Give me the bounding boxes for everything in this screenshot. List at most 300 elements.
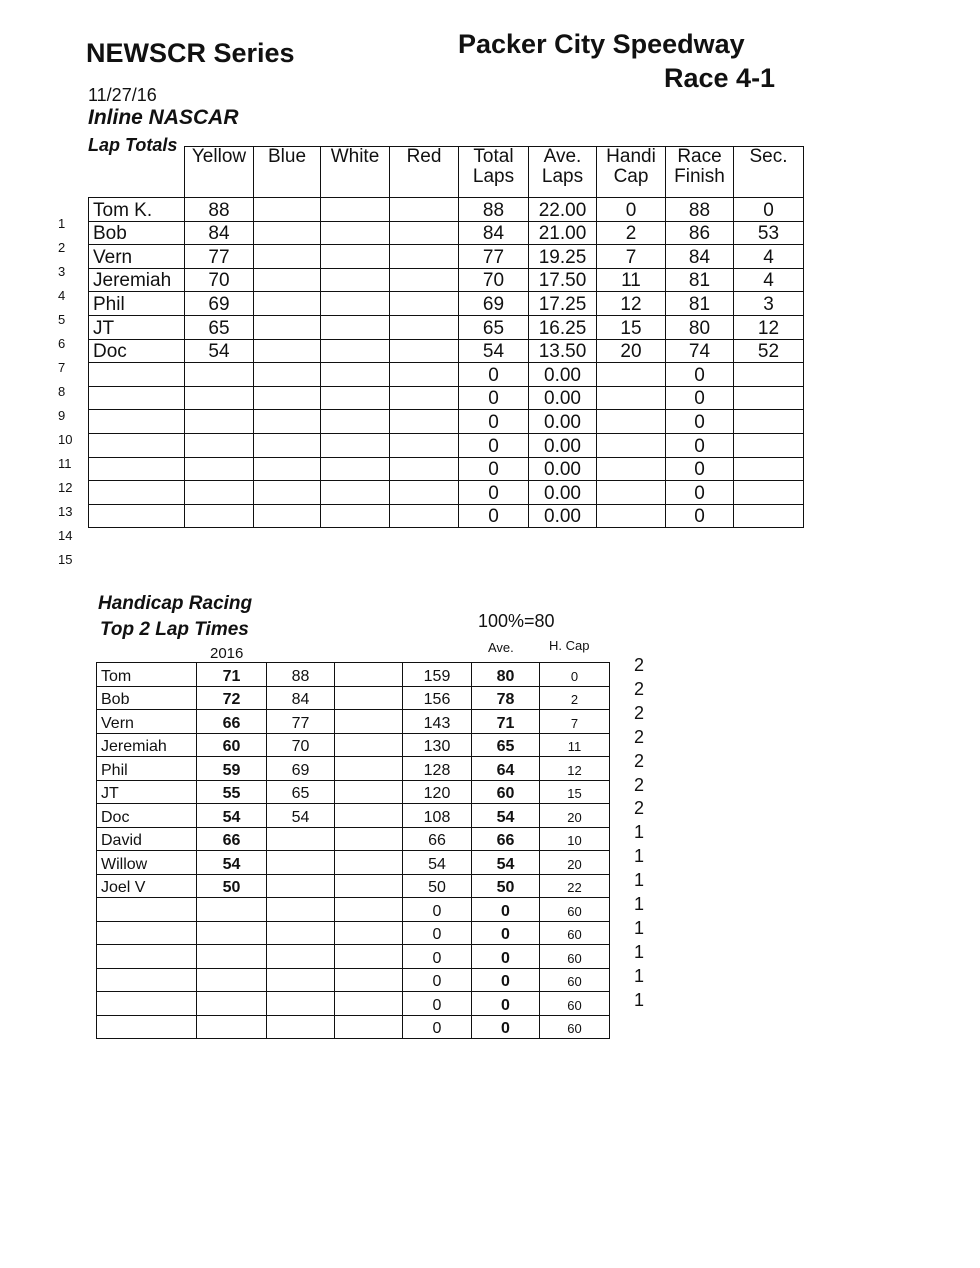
cell-total: 0 <box>459 410 529 434</box>
cell-ave: 21.00 <box>529 221 597 245</box>
cell-finish: 86 <box>666 221 734 245</box>
column-header <box>459 147 529 198</box>
cell-empty <box>390 339 459 363</box>
cell-handicap: 15 <box>597 315 666 339</box>
cell-hcap: 10 <box>540 827 610 851</box>
cell-empty <box>390 245 459 269</box>
column-header-line2: Cap <box>613 166 649 187</box>
cell-y2016 <box>197 1015 267 1039</box>
cell-handicap <box>597 433 666 457</box>
cell-yellow: 54 <box>185 339 254 363</box>
cell-handicap <box>597 504 666 528</box>
column-header <box>321 147 390 198</box>
cell-empty <box>335 757 403 781</box>
cell-y2016 <box>197 921 267 945</box>
cell-sec <box>734 457 804 481</box>
cell-lap2 <box>267 851 335 875</box>
cell-handicap: 12 <box>597 292 666 316</box>
cell-y2016: 66 <box>197 710 267 734</box>
cell-empty <box>335 898 403 922</box>
lap-totals-table <box>88 146 804 528</box>
table-row <box>97 874 610 898</box>
cell-name <box>89 481 185 505</box>
cell-sec: 53 <box>734 221 804 245</box>
cell-empty <box>335 827 403 851</box>
column-header-line1: Ave. <box>543 146 582 167</box>
cell-y2016: 55 <box>197 780 267 804</box>
cell-lap2 <box>267 827 335 851</box>
cell-ave: 16.25 <box>529 315 597 339</box>
cell-empty <box>254 268 321 292</box>
lap-totals-label: Lap Totals <box>88 135 178 155</box>
cell-y2016 <box>197 898 267 922</box>
cell-ave: 78 <box>472 686 540 710</box>
lap-count: 2 <box>634 750 645 771</box>
cell-hcap: 15 <box>540 780 610 804</box>
cell-yellow <box>185 504 254 528</box>
cell-name: Jeremiah <box>89 268 185 292</box>
cell-ave: 0 <box>472 945 540 969</box>
cell-empty <box>335 851 403 875</box>
year-label: 2016 <box>210 645 244 662</box>
column-header-line2: Laps <box>541 166 584 187</box>
cell-ave: 71 <box>472 710 540 734</box>
cell-lap2 <box>267 874 335 898</box>
cell-total: 0 <box>459 481 529 505</box>
table-row <box>89 198 804 222</box>
cell-name <box>89 363 185 387</box>
cell-sec <box>734 504 804 528</box>
cell-ave: 54 <box>472 804 540 828</box>
row-number: 1 <box>58 216 66 231</box>
cell-ave: 0 <box>472 898 540 922</box>
cell-hcap: 60 <box>540 992 610 1016</box>
hcap-label: H. Cap <box>549 638 590 653</box>
row-number: 7 <box>58 360 66 375</box>
cell-hcap: 60 <box>540 921 610 945</box>
cell-empty <box>335 874 403 898</box>
cell-empty <box>321 245 390 269</box>
cell-hcap: 60 <box>540 945 610 969</box>
cell-empty <box>390 433 459 457</box>
table-row <box>97 945 610 969</box>
cell-ave: 54 <box>472 851 540 875</box>
cell-empty <box>254 363 321 387</box>
lap-count: 2 <box>634 655 645 675</box>
row-number: 9 <box>58 408 66 423</box>
cell-lap2 <box>267 968 335 992</box>
column-header-line1: Yellow <box>191 146 247 167</box>
cell-name: Bob <box>97 686 197 710</box>
cell-empty <box>390 481 459 505</box>
cell-ave: 0 <box>472 1015 540 1039</box>
cell-empty <box>254 339 321 363</box>
row-number: 8 <box>58 384 66 399</box>
column-header-line1: Handi <box>606 146 656 167</box>
cell-yellow <box>185 481 254 505</box>
cell-total: 0 <box>403 921 472 945</box>
cell-total: 0 <box>403 1015 472 1039</box>
lap-totals-header-row <box>89 147 804 198</box>
cell-y2016: 54 <box>197 851 267 875</box>
cell-total: 0 <box>459 433 529 457</box>
cell-empty <box>321 433 390 457</box>
row-number: 5 <box>58 312 66 327</box>
cell-name: Doc <box>97 804 197 828</box>
cell-y2016: 71 <box>197 663 267 687</box>
cell-empty <box>335 733 403 757</box>
cell-finish: 0 <box>666 504 734 528</box>
cell-name: Willow <box>97 851 197 875</box>
cell-name: Tom K. <box>89 198 185 222</box>
cell-total: 77 <box>459 245 529 269</box>
cell-total: 70 <box>459 268 529 292</box>
cell-name <box>89 504 185 528</box>
cell-total: 0 <box>459 457 529 481</box>
cell-hcap: 60 <box>540 1015 610 1039</box>
cell-name <box>97 968 197 992</box>
lap-count: 1 <box>634 894 645 914</box>
cell-empty <box>321 221 390 245</box>
cell-finish: 0 <box>666 457 734 481</box>
cell-y2016: 50 <box>197 874 267 898</box>
column-header-line1: Blue <box>267 146 307 167</box>
cell-total: 0 <box>403 968 472 992</box>
cell-total: 128 <box>403 757 472 781</box>
cell-name: Joel V <box>97 874 197 898</box>
column-header-line2 <box>394 167 454 187</box>
cell-name <box>89 457 185 481</box>
cell-total: 143 <box>403 710 472 734</box>
cell-lap2 <box>267 1015 335 1039</box>
series-title: NEWSCR Series <box>86 38 295 68</box>
cell-ave: 0.00 <box>529 457 597 481</box>
cell-hcap: 20 <box>540 804 610 828</box>
cell-total: 120 <box>403 780 472 804</box>
cell-lap2 <box>267 898 335 922</box>
cell-name: Vern <box>97 710 197 734</box>
cell-yellow: 77 <box>185 245 254 269</box>
cell-total: 0 <box>459 504 529 528</box>
table-row <box>97 663 610 687</box>
column-header-line1: Total <box>473 146 514 167</box>
cell-lap2: 77 <box>267 710 335 734</box>
cell-empty <box>390 292 459 316</box>
cell-empty <box>254 386 321 410</box>
cell-total: 130 <box>403 733 472 757</box>
cell-empty <box>390 268 459 292</box>
lap-count: 1 <box>634 965 645 986</box>
cell-total: 156 <box>403 686 472 710</box>
cell-total: 0 <box>403 992 472 1016</box>
cell-total: 54 <box>403 851 472 875</box>
cell-empty <box>254 481 321 505</box>
cell-yellow: 69 <box>185 292 254 316</box>
cell-empty <box>254 292 321 316</box>
cell-ave: 0.00 <box>529 386 597 410</box>
table-row <box>89 221 804 245</box>
cell-sec: 52 <box>734 339 804 363</box>
track-name: Packer City Speedway <box>458 29 745 59</box>
cell-total: 65 <box>459 315 529 339</box>
cell-handicap <box>597 386 666 410</box>
cell-lap2: 69 <box>267 757 335 781</box>
cell-empty <box>321 504 390 528</box>
table-row <box>89 363 804 387</box>
column-header-line2: Finish <box>674 166 725 187</box>
column-header <box>529 147 597 198</box>
cell-finish: 0 <box>666 410 734 434</box>
cell-handicap <box>597 363 666 387</box>
cell-empty <box>335 921 403 945</box>
table-row <box>89 315 804 339</box>
cell-finish: 80 <box>666 315 734 339</box>
table-row <box>89 504 804 528</box>
cell-hcap: 11 <box>540 733 610 757</box>
table-row <box>89 292 804 316</box>
column-header <box>734 147 804 198</box>
column-header <box>185 147 254 198</box>
cell-yellow <box>185 410 254 434</box>
cell-name <box>97 898 197 922</box>
cell-empty <box>390 198 459 222</box>
cell-empty <box>335 710 403 734</box>
cell-total: 0 <box>459 363 529 387</box>
table-row <box>97 827 610 851</box>
lap-count: 1 <box>634 917 645 938</box>
cell-sec <box>734 363 804 387</box>
cell-handicap <box>597 410 666 434</box>
cell-empty <box>254 198 321 222</box>
cell-name <box>97 945 197 969</box>
row-number: 3 <box>58 264 66 279</box>
column-header-line2 <box>258 167 316 187</box>
cell-empty <box>254 433 321 457</box>
cell-yellow: 88 <box>185 198 254 222</box>
lap-count: 2 <box>634 678 645 699</box>
cell-ave: 0.00 <box>529 481 597 505</box>
table-row <box>97 733 610 757</box>
cell-sec: 3 <box>734 292 804 316</box>
table-row <box>97 757 610 781</box>
cell-total: 66 <box>403 827 472 851</box>
table-row <box>97 710 610 734</box>
cell-hcap: 60 <box>540 968 610 992</box>
cell-ave: 50 <box>472 874 540 898</box>
cell-handicap: 7 <box>597 245 666 269</box>
row-number: 10 <box>58 432 73 447</box>
header-blank <box>89 147 185 198</box>
cell-name: Bob <box>89 221 185 245</box>
cell-empty <box>335 945 403 969</box>
cell-hcap: 0 <box>540 663 610 687</box>
cell-empty <box>254 457 321 481</box>
table-row <box>89 245 804 269</box>
cell-sec <box>734 433 804 457</box>
cell-ave: 0.00 <box>529 363 597 387</box>
cell-total: 0 <box>403 898 472 922</box>
cell-hcap: 7 <box>540 710 610 734</box>
cell-finish: 84 <box>666 245 734 269</box>
cell-ave: 0 <box>472 968 540 992</box>
cell-name <box>97 1015 197 1039</box>
cell-y2016 <box>197 945 267 969</box>
cell-name: Tom <box>97 663 197 687</box>
table-row <box>97 804 610 828</box>
cell-ave: 65 <box>472 733 540 757</box>
table-row <box>97 851 610 875</box>
cell-name: David <box>97 827 197 851</box>
race-date: 11/27/16 <box>88 85 157 105</box>
cell-ave: 22.00 <box>529 198 597 222</box>
column-header-line2 <box>738 167 799 187</box>
class-name: Inline NASCAR <box>88 106 239 129</box>
lap-count: 2 <box>634 726 645 747</box>
cell-empty <box>254 504 321 528</box>
cell-yellow <box>185 386 254 410</box>
cell-sec <box>734 481 804 505</box>
cell-y2016 <box>197 992 267 1016</box>
cell-ave: 0.00 <box>529 433 597 457</box>
cell-y2016: 54 <box>197 804 267 828</box>
cell-sec: 4 <box>734 268 804 292</box>
cell-lap2: 70 <box>267 733 335 757</box>
cell-name <box>89 410 185 434</box>
column-header <box>390 147 459 198</box>
cell-finish: 0 <box>666 386 734 410</box>
cell-lap2 <box>267 945 335 969</box>
cell-empty <box>254 410 321 434</box>
race-number: Race 4-1 <box>664 63 776 93</box>
cell-hcap: 12 <box>540 757 610 781</box>
cell-ave: 60 <box>472 780 540 804</box>
cell-total: 69 <box>459 292 529 316</box>
lap-count: 1 <box>634 846 645 867</box>
cell-hcap: 2 <box>540 686 610 710</box>
cell-empty <box>390 457 459 481</box>
cell-empty <box>390 315 459 339</box>
lap-count: 2 <box>634 798 645 819</box>
cell-total: 88 <box>459 198 529 222</box>
row-number: 14 <box>58 528 73 543</box>
column-header-line1: Red <box>406 146 442 167</box>
column-header-line1: White <box>330 146 380 167</box>
cell-name: Jeremiah <box>97 733 197 757</box>
table-row <box>89 386 804 410</box>
cell-yellow <box>185 433 254 457</box>
lap-count: 1 <box>634 941 645 962</box>
column-header-line2 <box>325 167 385 187</box>
column-header-line2 <box>189 167 249 187</box>
cell-empty <box>254 315 321 339</box>
cell-sec: 12 <box>734 315 804 339</box>
cell-empty <box>321 457 390 481</box>
column-header-line2: Laps <box>472 166 515 187</box>
cell-name <box>97 992 197 1016</box>
lap-count: 1 <box>634 870 645 891</box>
cell-empty <box>321 339 390 363</box>
cell-empty <box>335 686 403 710</box>
cell-finish: 0 <box>666 433 734 457</box>
row-number: 12 <box>58 480 73 495</box>
cell-yellow <box>185 457 254 481</box>
cell-empty <box>390 386 459 410</box>
cell-finish: 88 <box>666 198 734 222</box>
cell-empty <box>335 968 403 992</box>
cell-handicap: 0 <box>597 198 666 222</box>
cell-name <box>89 433 185 457</box>
cell-finish: 74 <box>666 339 734 363</box>
cell-name: Phil <box>89 292 185 316</box>
cell-empty <box>321 292 390 316</box>
cell-empty <box>321 410 390 434</box>
cell-name: Vern <box>89 245 185 269</box>
cell-name: JT <box>89 315 185 339</box>
row-number: 2 <box>58 240 66 255</box>
cell-empty <box>335 992 403 1016</box>
cell-yellow: 70 <box>185 268 254 292</box>
ave-label: Ave. <box>488 640 514 655</box>
cell-y2016: 66 <box>197 827 267 851</box>
cell-empty <box>390 504 459 528</box>
cell-yellow: 84 <box>185 221 254 245</box>
cell-y2016: 72 <box>197 686 267 710</box>
cell-lap2: 84 <box>267 686 335 710</box>
cell-empty <box>321 315 390 339</box>
percent-label: 100%=80 <box>478 611 555 631</box>
cell-y2016 <box>197 968 267 992</box>
cell-total: 108 <box>403 804 472 828</box>
table-row <box>97 968 610 992</box>
cell-ave: 0 <box>472 921 540 945</box>
row-number: 6 <box>58 336 66 351</box>
cell-empty <box>335 780 403 804</box>
cell-empty <box>321 268 390 292</box>
table-row <box>89 433 804 457</box>
cell-empty <box>335 1015 403 1039</box>
cell-lap2 <box>267 921 335 945</box>
cell-name <box>97 921 197 945</box>
cell-empty <box>321 363 390 387</box>
cell-name: Phil <box>97 757 197 781</box>
lap-count: 2 <box>634 702 645 723</box>
cell-ave: 66 <box>472 827 540 851</box>
handicap-table <box>96 662 610 1039</box>
cell-handicap: 20 <box>597 339 666 363</box>
cell-ave: 17.50 <box>529 268 597 292</box>
table-row <box>97 921 610 945</box>
cell-ave: 0 <box>472 992 540 1016</box>
cell-total: 0 <box>459 386 529 410</box>
cell-empty <box>321 481 390 505</box>
cell-total: 54 <box>459 339 529 363</box>
table-row <box>89 457 804 481</box>
lap-count: 1 <box>634 989 645 1010</box>
cell-empty <box>390 221 459 245</box>
table-row <box>89 339 804 363</box>
table-row <box>97 1015 610 1039</box>
cell-lap2: 54 <box>267 804 335 828</box>
cell-empty <box>390 410 459 434</box>
table-row <box>97 898 610 922</box>
cell-handicap: 2 <box>597 221 666 245</box>
cell-hcap: 60 <box>540 898 610 922</box>
cell-sec: 4 <box>734 245 804 269</box>
cell-finish: 81 <box>666 292 734 316</box>
cell-finish: 81 <box>666 268 734 292</box>
cell-empty <box>254 245 321 269</box>
table-row <box>89 268 804 292</box>
